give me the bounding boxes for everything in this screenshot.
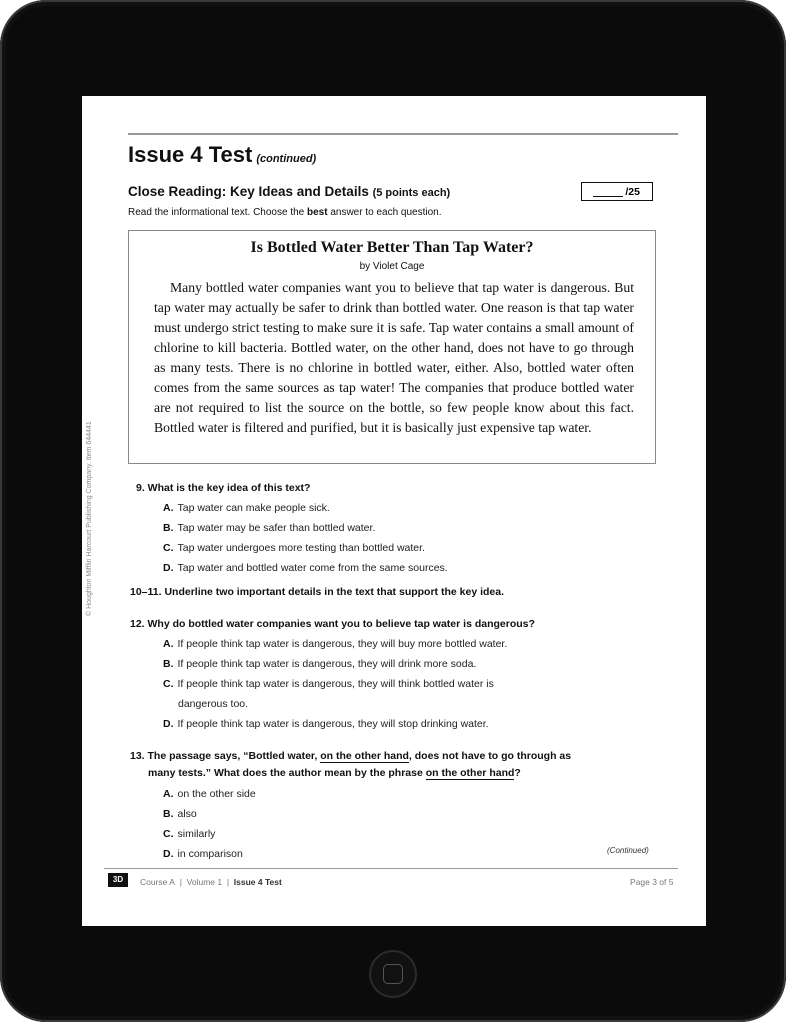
document-screen [82, 96, 706, 926]
question-12: 12. Why do bottled water companies want you to believe tap water is dangerous? [130, 618, 535, 630]
passage-title: Is Bottled Water Better Than Tap Water? [250, 239, 534, 256]
title-continued: (continued) [256, 153, 317, 165]
home-icon [383, 964, 403, 984]
passage-box [128, 230, 656, 464]
publisher-logo: 3D [108, 873, 128, 887]
q12-option-a[interactable]: A. If people think tap water is dangerous, they will buy more bottled water. [163, 638, 508, 650]
passage-author: by Violet Cage [359, 261, 425, 272]
passage-body[interactable]: Many bottled water companies want you to believe that tap water is dangerous. But tap water may actually be safer to drink than bottled water. One reason is that tap water must undergo strict testing to make sure it is safe. Tap water contains a small amount of chlorine to kill bacteria. Bottled water, on the other hand, does not have to go through as many tests. There is no chlorine in bottled water, either. Also, bottled water often comes from the same sources as tap water! The companies that produce bottled water are not required to list the source on the bottle, so few people know about this fact. Bottled water is filtered and purified, but it is basically just expensive tap water. [154, 280, 634, 435]
score-box[interactable] [581, 182, 653, 201]
section-heading [128, 184, 450, 199]
continued-note: (Continued) [607, 846, 649, 855]
q9-option-d[interactable]: D. Tap water and bottled water come from the same sources. [163, 562, 448, 574]
question-13-line1: 13. The passage says, “Bottled water, on the other hand, does not have to go through as [130, 750, 572, 762]
page-number: Page 3 of 5 [630, 877, 674, 887]
section-title: Close Reading: Key Ideas and Details [128, 184, 369, 199]
q12-option-c[interactable]: C. If people think tap water is dangerous, they will think bottled water is [163, 678, 494, 690]
q12-option-c-cont: dangerous too. [178, 698, 249, 710]
section-points: (5 points each) [372, 187, 451, 199]
footer-breadcrumb: Course A | Volume 1 | Issue 4 Test [140, 877, 282, 887]
title-text: Issue 4 Test [128, 142, 253, 167]
q9-option-b[interactable]: B. Tap water may be safer than bottled water. [163, 522, 376, 534]
q13-option-d[interactable]: D. in comparison [163, 848, 243, 860]
score-total: /25 [625, 185, 640, 198]
page-title [128, 142, 316, 168]
footer-course: Course A [140, 877, 175, 887]
q13-option-a[interactable]: A. on the other side [163, 788, 256, 800]
q9-option-a[interactable]: A. Tap water can make people sick. [163, 502, 330, 514]
footer-test: Issue 4 Test [233, 877, 282, 887]
score-blank [593, 187, 623, 197]
instructions: Read the informational text. Choose the best answer to each question. [128, 207, 442, 218]
q9-option-c[interactable]: C. Tap water undergoes more testing than bottled water. [163, 542, 425, 554]
q12-option-b[interactable]: B. If people think tap water is dangerous, they will drink more soda. [163, 658, 477, 670]
question-10-11: 10–11. Underline two important details in the text that support the key idea. [130, 586, 504, 598]
q13-option-b[interactable]: B. also [163, 808, 197, 820]
footer-volume: Volume 1 [186, 877, 223, 887]
footer-rule [104, 868, 678, 869]
question-13-line2: many tests.” What does the author mean by the phrase on the other hand? [148, 767, 521, 779]
top-rule [128, 133, 678, 135]
q13-option-c[interactable]: C. similarly [163, 828, 216, 840]
side-credit: © Houghton Mifflin Harcourt Publishing Company. Item 644441 [86, 421, 93, 616]
question-9: 9. What is the key idea of this text? [136, 482, 311, 494]
q12-option-d[interactable]: D. If people think tap water is dangerous, they will stop drinking water. [163, 718, 489, 730]
